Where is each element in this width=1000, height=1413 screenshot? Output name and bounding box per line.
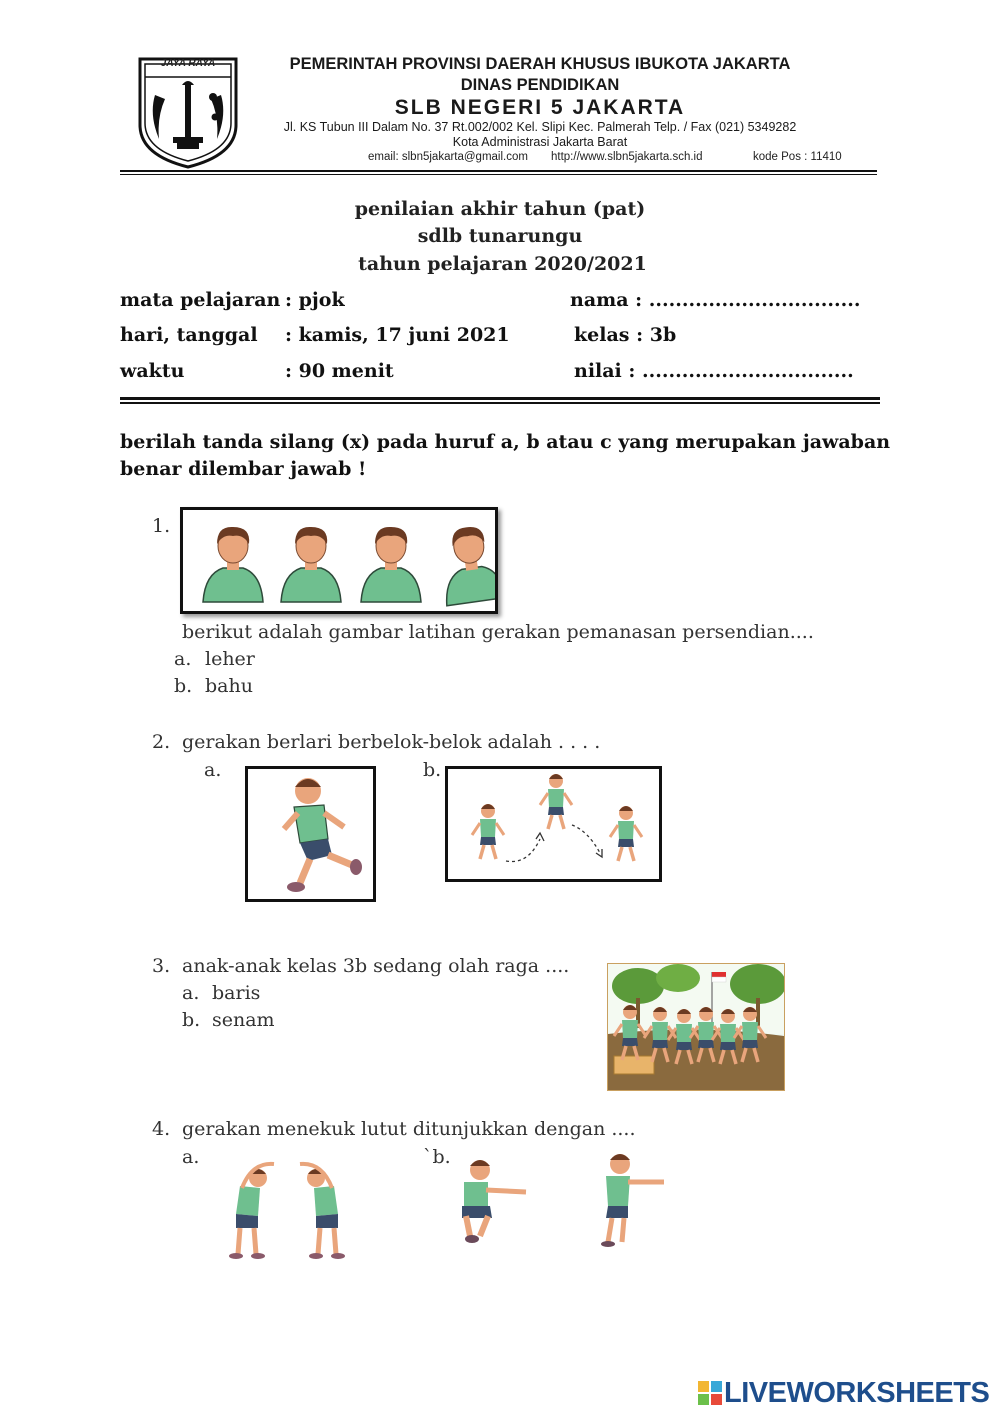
question-2-option-a-letter[interactable]: a.	[204, 759, 222, 781]
question-2-text: gerakan berlari berbelok-belok adalah . . . .	[182, 731, 601, 753]
kop-postal-code: kode Pos : 11410	[753, 151, 842, 163]
kop-region: Kota Administrasi Jakarta Barat	[452, 135, 628, 149]
liveworksheets-icon	[698, 1381, 722, 1405]
subject-label: mata pelajaran	[120, 289, 281, 311]
question-3-option-b-text: senam	[212, 1009, 275, 1031]
kop-school-name: SLB NEGERI 5 JAKARTA	[394, 96, 686, 119]
date-label: hari, tanggal	[120, 324, 258, 346]
question-1-option-a-letter[interactable]: a.	[174, 648, 192, 670]
instruction-line-1: berilah tanda silang (x) pada huruf a, b atau c yang merupakan jawaban	[120, 431, 891, 453]
question-2-image-a	[245, 766, 376, 902]
exam-title: penilaian akhir tahun (pat)	[354, 198, 646, 220]
class-field: kelas : 3b	[574, 324, 677, 346]
kop-agency: DINAS PENDIDIKAN	[460, 76, 620, 94]
question-2-image-b	[445, 766, 662, 882]
kop-government: PEMERINTAH PROVINSI DAERAH KHUSUS IBUKOTA JAKARTA	[289, 55, 791, 73]
question-3-option-a-letter[interactable]: a.	[182, 982, 200, 1004]
question-4-option-b-letter[interactable]: `b.	[423, 1146, 451, 1168]
question-4-number: 4.	[152, 1118, 171, 1140]
kop-website: http://www.slbn5jakarta.sch.id	[551, 151, 703, 163]
question-3-option-a-text: baris	[212, 982, 261, 1004]
question-1-option-b-text: bahu	[205, 675, 253, 697]
kop-address: Jl. KS Tubun III Dalam No. 37 Rt.002/002 Kel. Slipi Kec. Palmerah Telp. / Fax (021) 5349282	[283, 120, 797, 134]
instruction-line-2: benar dilembar jawab !	[120, 458, 367, 480]
exam-subtitle: sdlb tunarungu	[417, 225, 583, 247]
question-3-image	[607, 963, 785, 1091]
question-4-image-b	[450, 1150, 675, 1250]
kop-email: email: slbn5jakarta@gmail.com	[368, 151, 528, 163]
time-label: waktu	[120, 360, 185, 382]
question-4-option-a-letter[interactable]: a.	[182, 1146, 200, 1168]
seal-text: JAYA RAYA	[160, 58, 216, 69]
question-4-text: gerakan menekuk lutut ditunjukkan dengan ....	[182, 1118, 636, 1140]
time-value: : 90 menit	[285, 360, 394, 382]
info-divider	[120, 397, 880, 404]
question-2-number: 2.	[152, 731, 171, 753]
question-1-option-b-letter[interactable]: b.	[174, 675, 193, 697]
kop-divider	[120, 170, 877, 175]
student-name-field[interactable]: nama : ................................	[570, 289, 861, 311]
question-3-text: anak-anak kelas 3b sedang olah raga ....	[182, 955, 570, 977]
exam-year: tahun pelajaran 2020/2021	[358, 253, 647, 275]
date-value: : kamis, 17 juni 2021	[285, 324, 510, 346]
question-2-option-b-letter[interactable]: b.	[423, 759, 442, 781]
score-field[interactable]: nilai : ................................	[574, 360, 854, 382]
school-seal	[135, 55, 241, 171]
question-1-image	[180, 507, 498, 614]
question-3-option-b-letter[interactable]: b.	[182, 1009, 201, 1031]
question-1-number: 1.	[152, 515, 171, 537]
question-4-image-a	[212, 1152, 362, 1262]
subject-value: : pjok	[285, 289, 345, 311]
question-1-text: berikut adalah gambar latihan gerakan pemanasan persendian....	[182, 621, 814, 643]
question-1-option-a-text: leher	[205, 648, 255, 670]
liveworksheets-watermark[interactable]: LIVEWORKSHEETS	[724, 1377, 990, 1409]
question-3-number: 3.	[152, 955, 171, 977]
